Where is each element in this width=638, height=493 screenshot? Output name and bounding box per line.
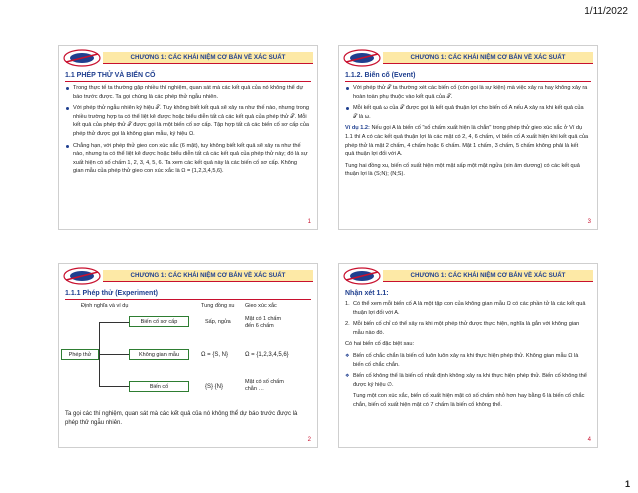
bullet: Mỗi kết quả ω của 𝒯 được gọi là kết quả thuận lợi cho biến cố A nếu A xảy ra khi kết quả của 𝒯 là ω. <box>345 104 589 121</box>
bullet: Trong thực tế ta thường gặp nhiều thí nghiệm, quan sát mà các kết quả của nó không thể dự báo trước được. Ta gọi chúng là các phép thử ngẫu nhiên. <box>65 84 309 101</box>
page-number: 1 <box>624 479 630 489</box>
ptit-logo-icon <box>342 48 382 68</box>
connector <box>99 354 129 355</box>
header-title: CHƯƠNG 1: CÁC KHÁI NIỆM CƠ BẢN VỀ XÁC SUẤT <box>103 52 313 64</box>
slide-2 <box>58 263 318 448</box>
slide-header <box>339 46 597 68</box>
bullet: Chẳng hạn, với phép thử gieo con xúc xắc (6 mặt), tuy không biết kết quả sẽ xảy ra như thế nào, nhưng ta có thể liệt kê được hoặc biểu diễn tất cả các kết quả của phép thử này; đó là sự xuất hiện có số chấm 1, 2, 3, 4, 5, 6. Ta xem các kết quả này là các biến cố sơ cấp. Không gian mẫu của phép thử gieo con xúc xắc là Ω = {1,2,3,4,5,6}. <box>65 142 309 176</box>
closing-example: Tung một con xúc xắc, biến cố xuất hiện mặt có số chấm nhỏ hơn hay bằng 6 là biến cố chắc chắn, biến cố xuất hiện mặt có 7 chấm là biến cố không thể. <box>353 393 585 408</box>
slide-number: 4 <box>587 437 591 443</box>
slide-4 <box>338 263 598 448</box>
col-dice: Gieo xúc xắc <box>245 303 277 309</box>
divider <box>65 81 311 82</box>
section-title: Nhận xét 1.1: <box>345 290 389 297</box>
slide-number: 1 <box>307 219 311 225</box>
slide-number: 3 <box>587 219 591 225</box>
example-text: Nếu gọi A là biến cố "số chấm xuất hiện là chẵn" trong phép thử gieo xúc xắc ở Ví dụ 1.1 thì A có các kết quả thuận lợi là các mặt có 2, 4, 6 chấm, vì biến cố A xuất hiện khi kết quả của phép thử là mặt 2 chấm, 4 chấm hoặc 6 chấm. Mặt 1 chấm, 3 chấm, 5 chấm không phải là kết quả thuận lợi đối với A. <box>345 125 589 158</box>
special-intro: Có hai biến cố đặc biệt sau: <box>345 341 415 348</box>
node-elementary-event: Biến cố sơ cấp <box>129 316 189 327</box>
slide-1 <box>58 45 318 230</box>
connector <box>99 386 129 387</box>
note: Tung hai đồng xu, biến cố xuất hiện một mặt sấp một mặt ngửa (xin âm dương) có các kết quả thuận lợi là (S;N); (N;S). <box>345 162 580 178</box>
col-coin: Tung đồng xu <box>201 303 235 309</box>
slide-header <box>59 46 317 68</box>
divider <box>345 81 591 82</box>
coin-event: {S} {N} <box>205 384 224 390</box>
node-sample-space: Không gian mẫu <box>129 349 189 360</box>
header-title: CHƯƠNG 1: CÁC KHÁI NIỆM CƠ BẢN VỀ XÁC SUẤT <box>103 270 313 282</box>
divider <box>65 299 311 300</box>
section-title: 1.1.1 Phép thử (Experiment) <box>65 290 158 297</box>
ptit-logo-icon <box>62 266 102 286</box>
coin-sample-space: Ω = {S, N} <box>201 352 228 358</box>
caption: Ta gọi các thí nghiệm, quan sát mà các kết quả của nó không thể dự báo trước được là phép thử ngẫu nhiên. <box>65 411 298 426</box>
remark-item: 1. Có thể xem mỗi biến cố A là một tập con của không gian mẫu Ω có các phần tử là các kết quả thuận lợi đối với A. <box>345 301 586 316</box>
slide-body <box>345 84 589 179</box>
remark-item: 2. Mỗi biến cố chỉ có thể xảy ra khi một phép thử được thực hiện, nghĩa là gắn với không gian mẫu nào đó. <box>345 321 580 336</box>
slide-header <box>59 264 317 286</box>
special-event: ❖ Biến cố chắc chắn là biến cố luôn luôn xảy ra khi thực hiện phép thử. Không gian mẫu Ω là biến cố chắc chắn. <box>345 352 589 369</box>
section-title: 1.1 PHÉP THỬ VÀ BIẾN CỐ <box>65 72 156 79</box>
page-date: 1/11/2022 <box>584 6 628 17</box>
header-title: CHƯƠNG 1: CÁC KHÁI NIỆM CƠ BẢN VỀ XÁC SUẤT <box>383 270 593 282</box>
slide-number: 2 <box>307 437 311 443</box>
slide-3 <box>338 45 598 230</box>
bullet: Với phép thử 𝒯 ta thường xét các biến cố (còn gọi là sự kiện) mà việc xảy ra hay không xảy ra hoàn toàn phụ thuộc vào kết quả của 𝒯. <box>345 84 589 101</box>
example-label: Ví dụ 1.2: <box>345 125 370 132</box>
header-title: CHƯƠNG 1: CÁC KHÁI NIỆM CƠ BẢN VỀ XÁC SUẤT <box>383 52 593 64</box>
slide-body <box>65 84 309 179</box>
connector <box>99 322 129 323</box>
node-trial: Phép thử <box>61 349 99 360</box>
ptit-logo-icon <box>62 48 102 68</box>
ptit-logo-icon <box>342 266 382 286</box>
bullet: Với phép thử ngẫu nhiên ký hiệu 𝒯. Tuy không biết kết quả sẽ xảy ra như thế nào, nhưng trong nhiều trường hợp ta có thể liệt kê được hoặc biểu diễn tất cả các kết quả của phép thử 𝒯. Mỗi kết quả của phép thử 𝒯 được gọi là một biến cố sơ cấp. Tập hợp tất cả các biến cố sơ cấp của phép thử được gọi là không gian mẫu, ký hiệu Ω. <box>65 104 309 138</box>
dice-elementary: Mặt có 1 chấm đến 6 chấm <box>245 316 282 329</box>
slide-body <box>345 300 589 410</box>
node-event: Biến cố <box>129 381 189 392</box>
special-event: ❖ Biến cố không thể là biến cố nhất định không xảy ra khi thực hiện phép thử. Biến cố không thể được ký hiệu ∅. <box>345 372 589 389</box>
dice-sample-space: Ω = {1,2,3,4,5,6} <box>245 352 289 358</box>
example <box>345 124 589 158</box>
col-definition: Định nghĩa và ví dụ <box>81 303 129 309</box>
section-title: 1.1.2. Biến cố (Event) <box>345 72 416 79</box>
slide-header <box>339 264 597 286</box>
coin-elementary: Sấp, ngửa <box>205 319 231 325</box>
dice-event: Mặt có số chấm chẵn … <box>245 379 284 392</box>
